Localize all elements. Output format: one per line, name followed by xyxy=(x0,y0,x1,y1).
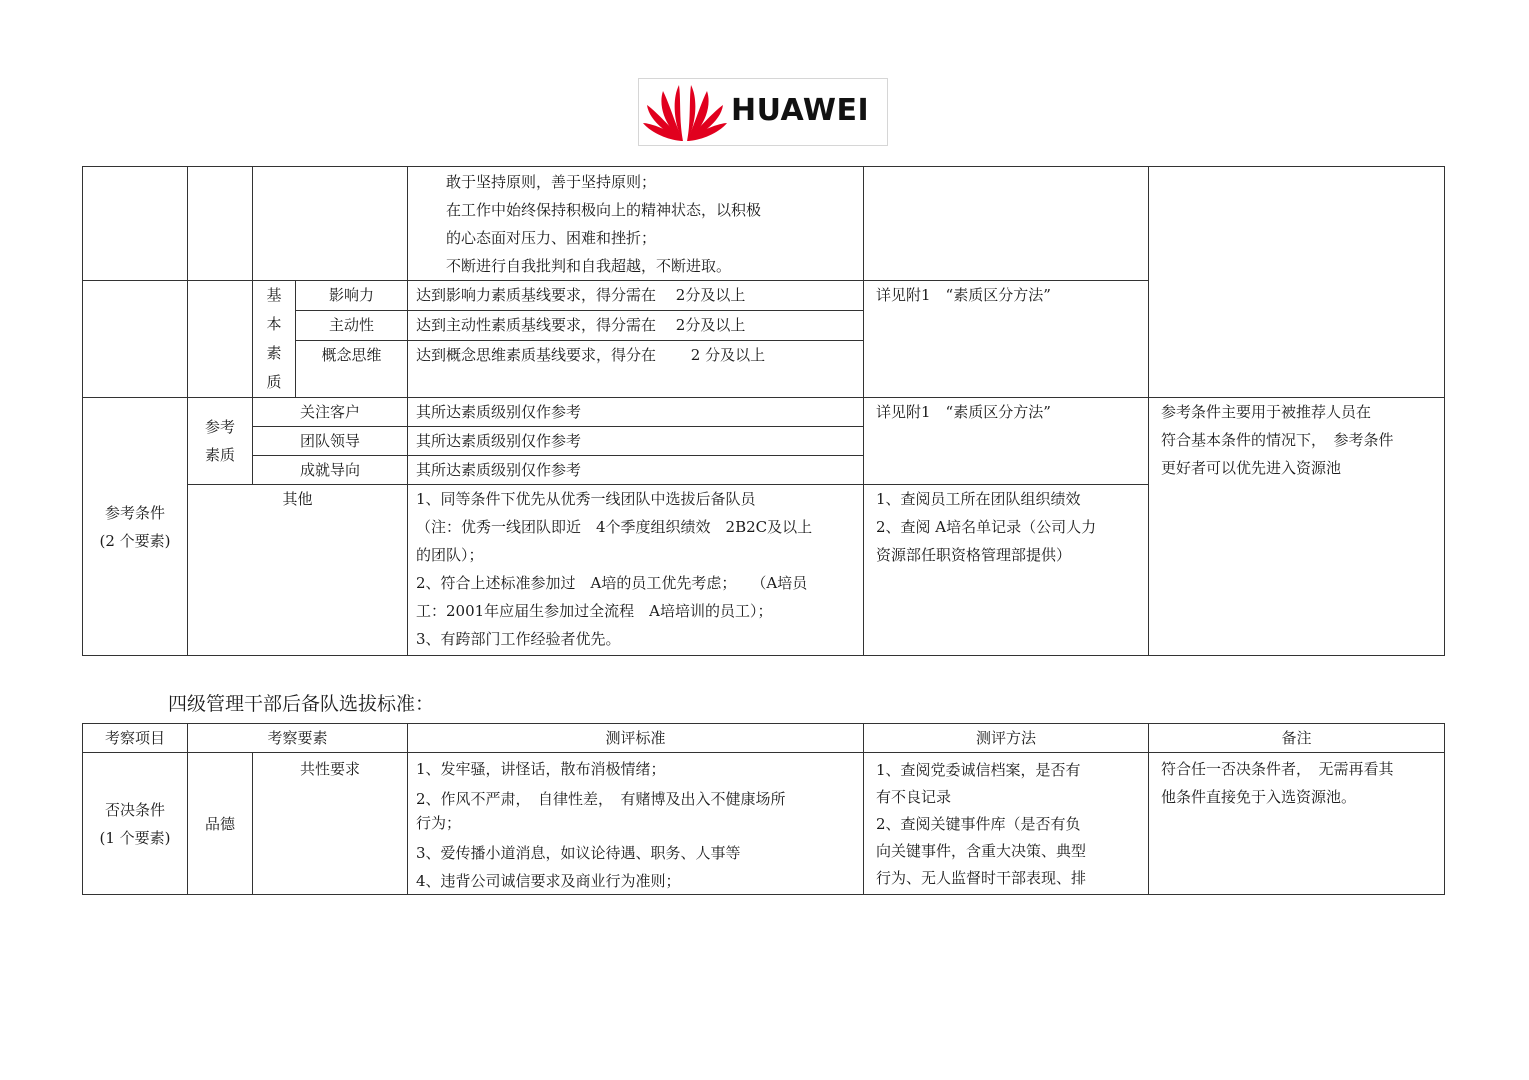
header-inspection-item: 考察项目 xyxy=(83,724,188,753)
other-standard-cell: 1、同等条件下优先从优秀一线团队中选拔后备队员 （注：优秀一线团队即近 4个季度组织绩效 2B2C及以上 的团队）； 2、符合上述标准参加过 A培的员工优先考虑； （A培员 工：2001年应届生参加过全流程 A培培训的员工）； 3、有跨部门工作经验者优先。 xyxy=(408,485,864,656)
header-inspection-element: 考察要素 xyxy=(188,724,408,753)
reference-quality-label: 参考 素质 xyxy=(188,398,253,485)
basic-method-cell: 详见附1 “素质区分方法” xyxy=(864,281,1149,398)
header-evaluation-method: 测评方法 xyxy=(864,724,1149,753)
ref-item-achievement: 成就导向 xyxy=(253,456,408,485)
ref-standard-achievement: 其所达素质级别仅作参考 xyxy=(408,456,864,485)
reference-condition-label: 参考条件 (2 个要素) xyxy=(83,398,188,656)
level-four-criteria-table xyxy=(82,723,1445,895)
ref-method-cell: 详见附1 “素质区分方法” xyxy=(864,398,1149,485)
huawei-flower-icon xyxy=(639,79,731,145)
element-cell-top xyxy=(188,167,253,281)
morality-label: 品德 xyxy=(188,753,253,895)
ref-item-team-leadership: 团队领导 xyxy=(253,427,408,456)
veto-standard-cell: 1、发牢骚，讲怪话，散布消极情绪； 2、作风不严肃， 自律性差， 有赌博及出入不健康场所 行为； 3、爱传播小道消息，如议论待遇、职务、人事等 4、违背公司诚信要求及商业行为准则； xyxy=(408,753,864,895)
basic-item-conceptual-thinking: 概念思维 xyxy=(296,340,408,398)
section-title: 四级管理干部后备队选拔标准： xyxy=(168,693,435,715)
principle-method-cell xyxy=(864,167,1149,281)
condition-cell-top xyxy=(83,167,188,281)
ref-standard-team-leadership: 其所达素质级别仅作参考 xyxy=(408,427,864,456)
basic-item-influence: 影响力 xyxy=(296,281,408,311)
basic-item-initiative: 主动性 xyxy=(296,310,408,340)
other-label: 其他 xyxy=(188,485,408,656)
header-evaluation-standard: 测评标准 xyxy=(408,724,864,753)
element-cell-basic xyxy=(188,281,253,398)
huawei-logo xyxy=(638,78,888,146)
ref-note-cell: 参考条件主要用于被推荐人员在 符合基本条件的情况下， 参考条件 更好者可以优先进入资源池 xyxy=(1149,398,1445,656)
sub-element-cell-top xyxy=(253,167,408,281)
condition-cell-basic xyxy=(83,281,188,398)
principle-note-cell xyxy=(1149,167,1445,398)
ref-standard-customer-focus: 其所达素质级别仅作参考 xyxy=(408,398,864,427)
logo-wordmark: HUAWEI xyxy=(731,93,870,128)
basic-standard-initiative: 达到主动性素质基线要求，得分需在 2分及以上 xyxy=(408,310,864,340)
common-requirement-label: 共性要求 xyxy=(253,753,408,895)
principle-standard-cell: 敢于坚持原则，善于坚持原则； 在工作中始终保持积极向上的精神状态，以积极 的心态面对压力、困难和挫折； 不断进行自我批判和自我超越，不断进取。 xyxy=(408,167,864,281)
veto-condition-label: 否决条件 (1 个要素) xyxy=(83,753,188,895)
basic-quality-label: 基 本 素 质 xyxy=(253,281,296,398)
basic-standard-influence: 达到影响力素质基线要求，得分需在 2分及以上 xyxy=(408,281,864,311)
other-method-cell: 1、查阅员工所在团队组织绩效 2、查阅 A培名单记录（公司人力 资源部任职资格管理部提供） xyxy=(864,485,1149,656)
veto-method-cell: 1、查阅党委诚信档案，是否有 有不良记录 2、查阅关键事件库（是否有负 向关键事件，含重大决策、典型 行为、无人监督时干部表现、排 xyxy=(864,753,1149,895)
veto-note-cell: 符合任一否决条件者， 无需再看其 他条件直接免于入选资源池。 xyxy=(1149,753,1445,895)
basic-standard-conceptual-thinking: 达到概念思维素质基线要求，得分在 2 分及以上 xyxy=(408,340,864,398)
header-remarks: 备注 xyxy=(1149,724,1445,753)
selection-criteria-table-continued xyxy=(82,166,1445,656)
ref-item-customer-focus: 关注客户 xyxy=(253,398,408,427)
